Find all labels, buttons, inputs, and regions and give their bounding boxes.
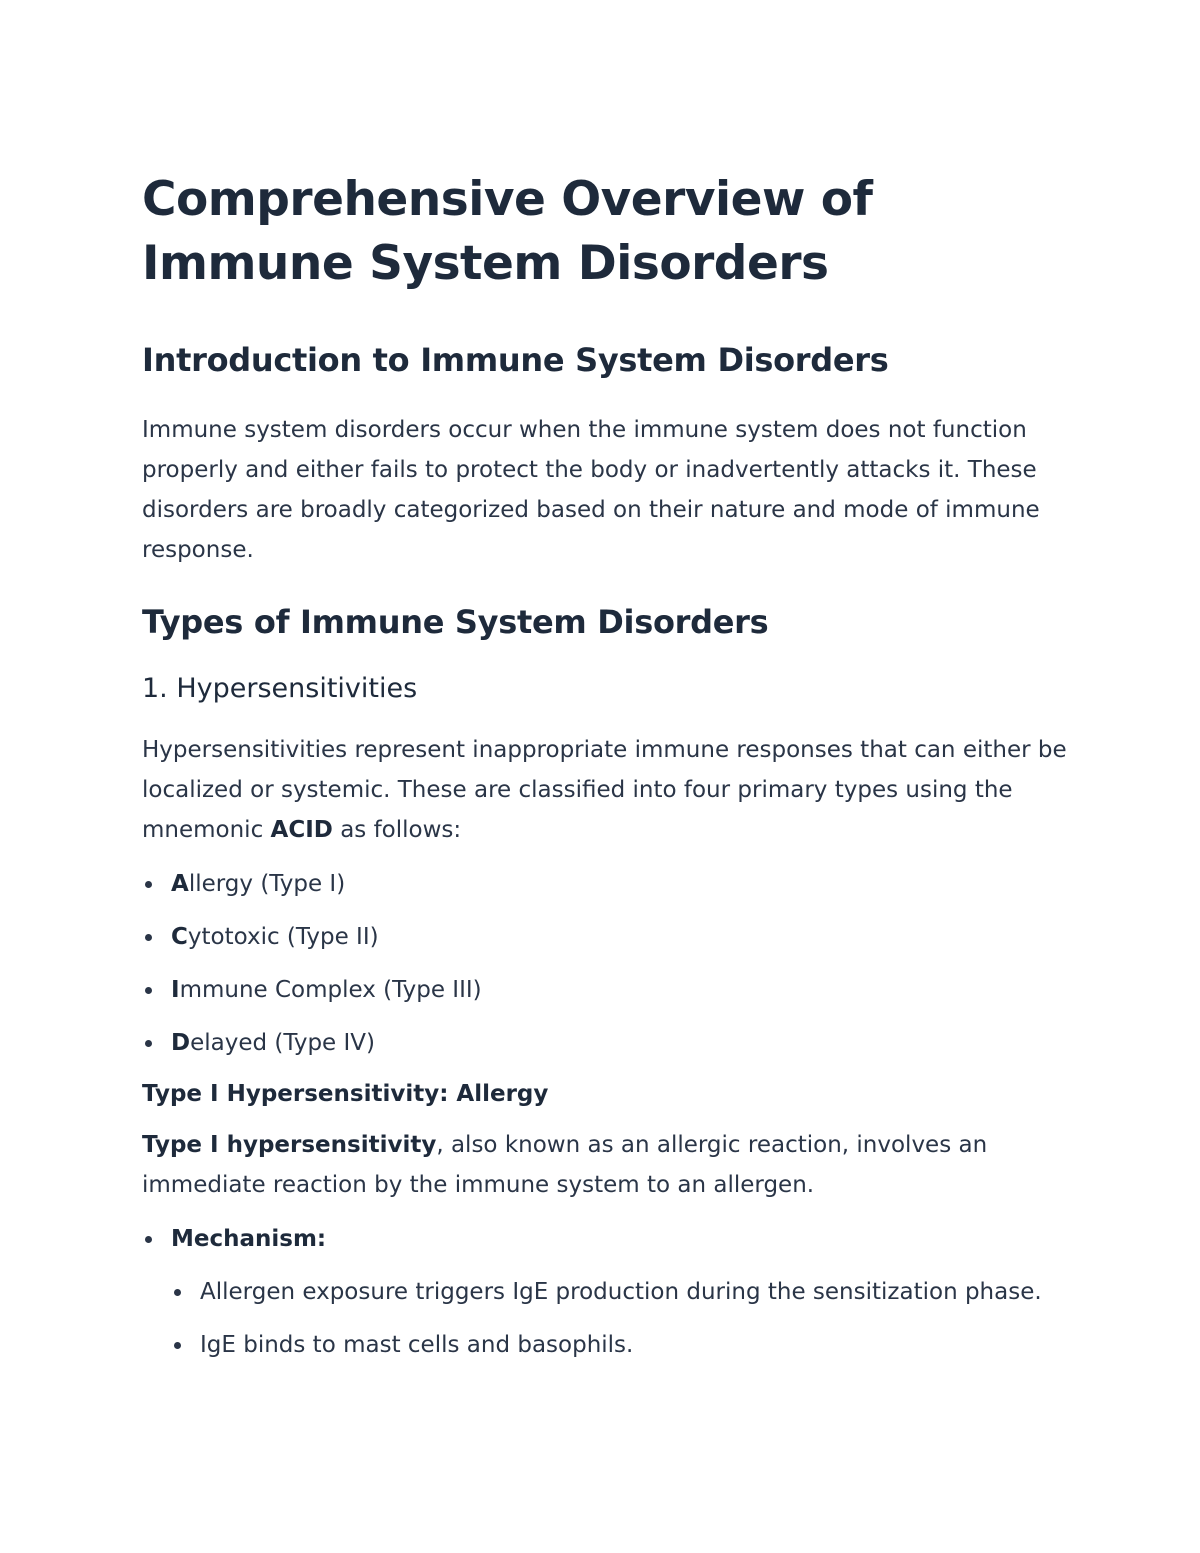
type1-heading: Type I Hypersensitivity: Allergy — [142, 1081, 549, 1107]
mechanism-label: Mechanism: — [171, 1226, 327, 1252]
list-item-initial: C — [171, 924, 188, 950]
list-item-immune-complex — [142, 970, 1080, 1010]
mechanism-subitem: IgE binds to mast cells and basophils. — [171, 1325, 1080, 1365]
list-item-text: ytotoxic (Type II) — [187, 924, 379, 950]
hypersensitivities-text-after: as follows: — [332, 817, 462, 843]
list-item-initial: I — [171, 977, 180, 1003]
list-item-text: mmune Complex (Type III) — [179, 977, 482, 1003]
list-item-cytotoxic — [142, 917, 1080, 957]
intro-paragraph: Immune system disorders occur when the immune system does not function properly and either fails to protect the body or inadvertently attacks it. These disorders are broadly categorized based on their nature and mode of immune response. — [142, 417, 1040, 563]
type1-lead-text: , also known as an allergic reaction, involves an immediate reaction by the immune system to an allergen. — [142, 1132, 988, 1198]
list-item-text: llergy (Type I) — [188, 871, 346, 897]
list-item-delayed — [142, 1023, 1080, 1063]
acid-list — [142, 864, 1080, 1063]
list-item-initial: A — [171, 871, 189, 897]
list-item-allergy — [142, 864, 1080, 904]
mnemonic-acid: ACID — [270, 817, 333, 843]
mechanism-sublist — [171, 1272, 1080, 1365]
list-item-initial: D — [171, 1030, 191, 1056]
hypersensitivities-heading: 1. Hypersensitivities — [142, 673, 418, 704]
types-heading: Types of Immune System Disorders — [142, 603, 769, 641]
hypersensitivities-text-before: Hypersensitivities represent inappropriate immune responses that can either be localized or systemic. These are classified into four primary types using the mnemonic — [142, 737, 1067, 843]
mechanism-subitem: Allergen exposure triggers IgE production during the sensitization phase. — [171, 1272, 1080, 1312]
intro-heading: Introduction to Immune System Disorders — [142, 341, 889, 379]
mechanism-item — [142, 1219, 1080, 1365]
document-title: Comprehensive Overview of Immune System Disorders — [142, 172, 873, 291]
type1-paragraph — [142, 1125, 1080, 1205]
list-item-text: elayed (Type IV) — [190, 1030, 376, 1056]
type1-mechanism-list — [142, 1219, 1080, 1365]
type1-lead-bold: Type I hypersensitivity — [142, 1132, 437, 1158]
hypersensitivities-paragraph — [142, 730, 1080, 850]
